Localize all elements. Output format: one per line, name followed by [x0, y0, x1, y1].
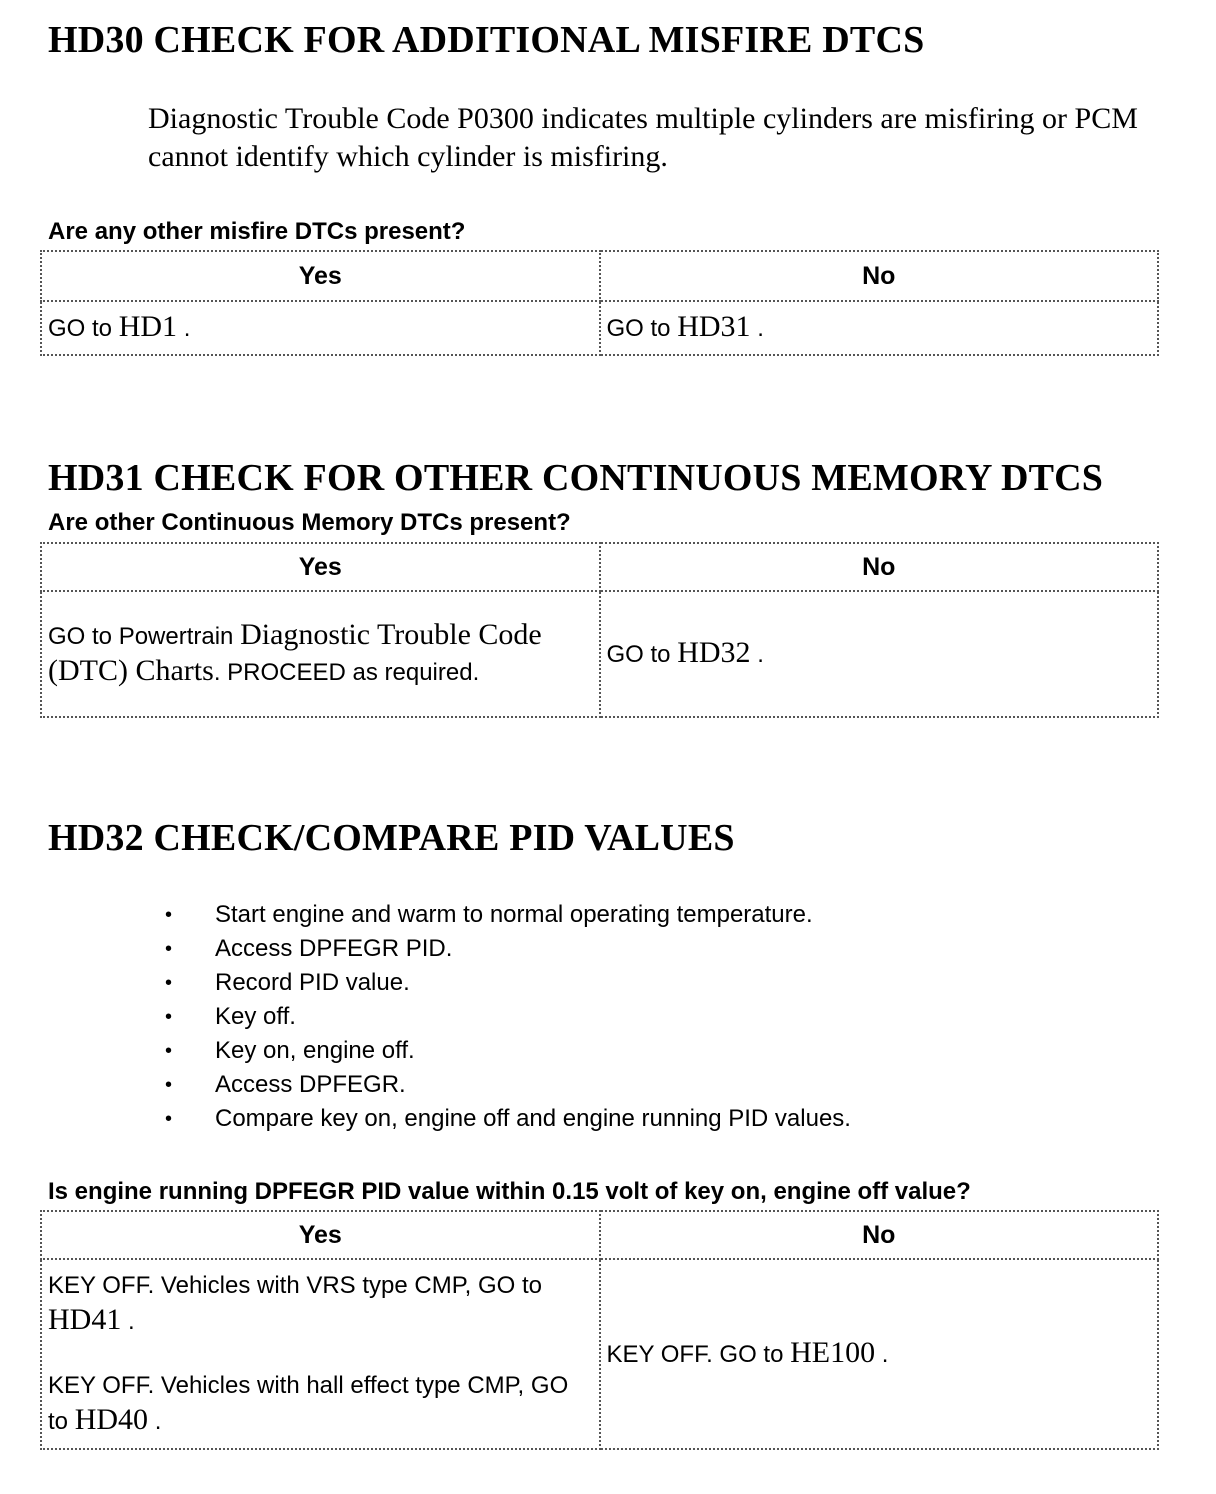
hd31-yes-suffix: . PROCEED as required.: [213, 659, 480, 686]
hd32-question: Is engine running DPFEGR PID value within 0.15 volt of key on, engine off value?: [48, 1178, 971, 1205]
bullet-icon: •: [165, 1074, 173, 1096]
hd30-yes-suffix: .: [177, 315, 191, 342]
step-item: [165, 898, 851, 932]
step-item: [165, 1068, 851, 1102]
hd31-question: Are other Continuous Memory DTCs present?: [48, 509, 571, 536]
hd30-yes-link[interactable]: HD1: [118, 310, 178, 343]
hd30-no-header: No: [600, 251, 1159, 301]
hd31-yes-cell: [41, 591, 600, 717]
hd31-no-link[interactable]: HD32: [677, 636, 751, 669]
step-item: [165, 966, 851, 1000]
step-item: [165, 932, 851, 966]
hd30-yes-prefix: GO to: [48, 315, 119, 342]
bullet-icon: •: [165, 1108, 173, 1130]
hd30-table: [40, 250, 1159, 356]
hd32-no-link[interactable]: HE100: [790, 1336, 876, 1369]
hd32-table: [40, 1210, 1159, 1450]
hd30-no-cell: [600, 301, 1159, 355]
hd32-yes-1-suffix: .: [121, 1308, 135, 1335]
hd30-no-prefix: GO to: [606, 315, 678, 342]
hd32-yes-2-suffix: .: [148, 1408, 162, 1435]
hd31-no-cell: [600, 591, 1159, 717]
bullet-icon: •: [165, 972, 173, 994]
step-item: [165, 1000, 851, 1034]
step-text: Access DPFEGR.: [215, 1071, 406, 1098]
hd30-heading: HD30 CHECK FOR ADDITIONAL MISFIRE DTCS: [48, 19, 925, 61]
step-item: [165, 1034, 851, 1068]
hd31-heading: HD31 CHECK FOR OTHER CONTINUOUS MEMORY DTCS: [48, 457, 1104, 499]
hd30-yes-cell: [41, 301, 600, 355]
step-item: [165, 1102, 851, 1136]
bullet-icon: •: [165, 1006, 173, 1028]
hd31-no-header: No: [600, 543, 1159, 591]
hd31-yes-link[interactable]: Diagnostic Trouble Code (DTC) Charts: [48, 618, 542, 687]
hd31-yes-prefix: GO to Powertrain: [48, 623, 241, 650]
step-text: Record PID value.: [215, 969, 410, 996]
hd30-no-link[interactable]: HD31: [677, 310, 751, 343]
hd31-table: [40, 542, 1159, 718]
step-text: Access DPFEGR PID.: [215, 935, 453, 962]
hd32-yes-2-prefix: KEY OFF. Vehicles with hall effect type CMP, GO to: [48, 1372, 569, 1435]
step-text: Key off.: [215, 1003, 296, 1030]
hd32-no-prefix: KEY OFF. GO to: [606, 1341, 791, 1368]
hd31-yes-header: Yes: [41, 543, 600, 591]
bullet-icon: •: [165, 1040, 173, 1062]
step-text: Key on, engine off.: [215, 1037, 415, 1064]
hd32-yes-header: Yes: [41, 1211, 600, 1259]
hd32-yes-cell: [41, 1259, 600, 1449]
hd31-no-suffix: .: [750, 641, 764, 668]
hd30-intro: Diagnostic Trouble Code P0300 indicates multiple cylinders are misfiring or PCM cannot identify which cylinder is misfiring.: [148, 102, 1138, 173]
hd32-yes-1-prefix: KEY OFF. Vehicles with VRS type CMP, GO to: [48, 1272, 542, 1299]
hd32-no-cell: [600, 1259, 1159, 1449]
step-text: Compare key on, engine off and engine running PID values.: [215, 1105, 851, 1132]
hd30-no-suffix: .: [750, 315, 764, 342]
hd31-no-prefix: GO to: [606, 641, 678, 668]
hd32-heading: HD32 CHECK/COMPARE PID VALUES: [48, 817, 735, 859]
hd32-no-suffix: .: [875, 1341, 889, 1368]
hd32-yes-vrs: [48, 1269, 593, 1339]
bullet-icon: •: [165, 904, 173, 926]
hd30-question: Are any other misfire DTCs present?: [48, 218, 466, 245]
hd30-yes-header: Yes: [41, 251, 600, 301]
step-text: Start engine and warm to normal operating temperature.: [215, 901, 813, 928]
hd32-yes-2-link[interactable]: HD40: [74, 1403, 149, 1436]
hd32-no-header: No: [600, 1211, 1159, 1259]
hd32-steps-list: [165, 898, 851, 1136]
hd32-yes-hall: [48, 1369, 593, 1439]
bullet-icon: •: [165, 938, 173, 960]
hd32-yes-1-link[interactable]: HD41: [48, 1303, 122, 1336]
